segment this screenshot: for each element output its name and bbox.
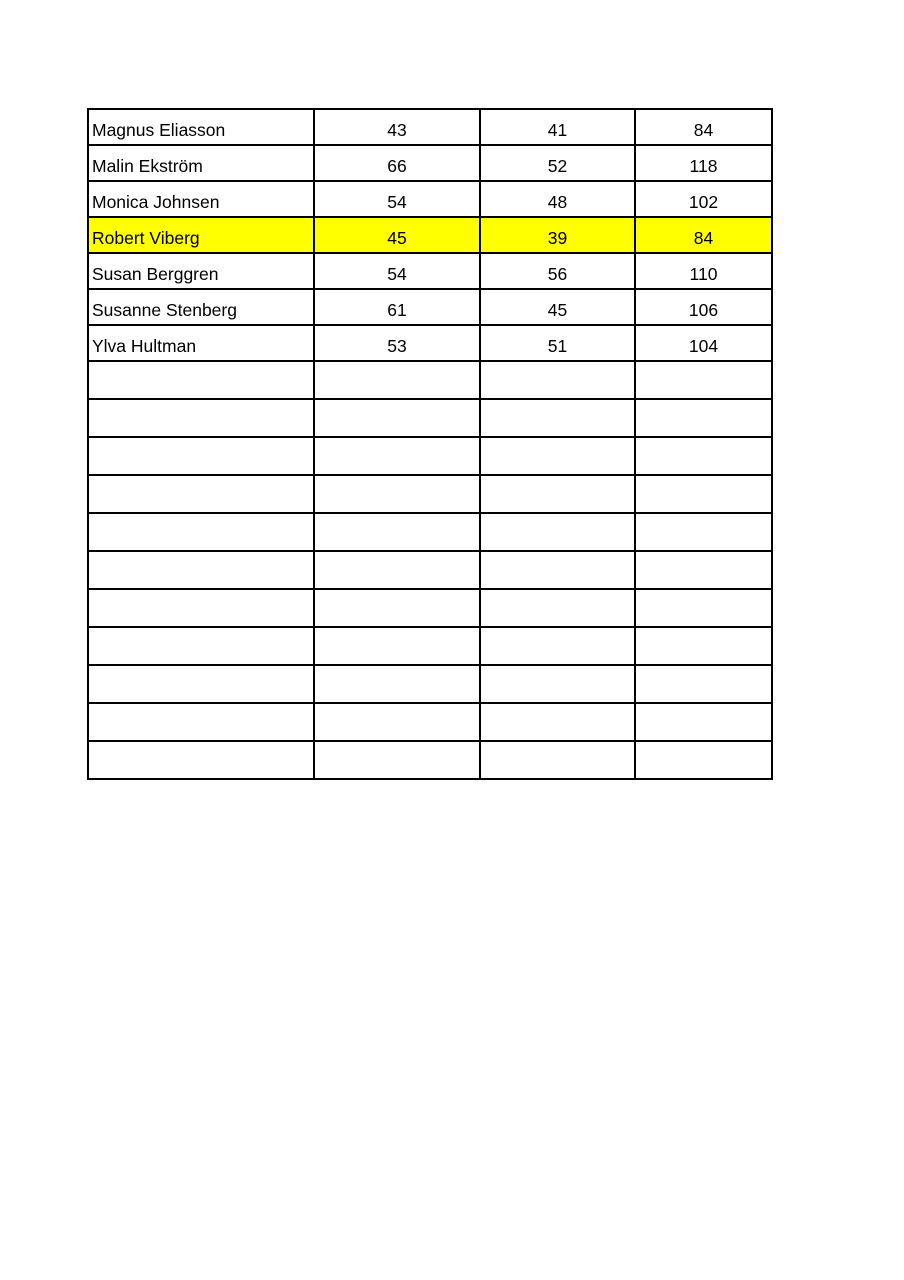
empty-cell: [480, 361, 635, 399]
empty-cell: [480, 399, 635, 437]
table-row-highlighted: [88, 217, 772, 253]
empty-cell: [480, 551, 635, 589]
empty-cell: [88, 665, 314, 703]
score-table-body: [88, 109, 772, 779]
empty-table-row: [88, 513, 772, 551]
empty-table-row: [88, 361, 772, 399]
score-2-cell: 56: [480, 253, 635, 289]
player-name-cell: Monica Johnsen: [88, 181, 314, 217]
table-row: [88, 253, 772, 289]
empty-cell: [480, 627, 635, 665]
table-row: [88, 181, 772, 217]
empty-cell: [314, 589, 480, 627]
score-1-cell: 45: [314, 217, 480, 253]
player-name-cell: Ylva Hultman: [88, 325, 314, 361]
empty-cell: [635, 437, 772, 475]
score-1-cell: 53: [314, 325, 480, 361]
empty-cell: [635, 513, 772, 551]
empty-cell: [88, 399, 314, 437]
score-2-cell: 48: [480, 181, 635, 217]
empty-cell: [635, 627, 772, 665]
score-2-cell: 45: [480, 289, 635, 325]
empty-table-row: [88, 399, 772, 437]
empty-cell: [480, 513, 635, 551]
empty-cell: [635, 475, 772, 513]
empty-cell: [635, 741, 772, 779]
empty-cell: [88, 361, 314, 399]
empty-cell: [314, 741, 480, 779]
empty-cell: [88, 475, 314, 513]
empty-cell: [314, 551, 480, 589]
total-cell: 84: [635, 109, 772, 145]
score-2-cell: 39: [480, 217, 635, 253]
empty-cell: [480, 741, 635, 779]
score-2-cell: 41: [480, 109, 635, 145]
empty-cell: [314, 703, 480, 741]
empty-cell: [314, 665, 480, 703]
empty-cell: [314, 627, 480, 665]
table-row: [88, 145, 772, 181]
total-cell: 102: [635, 181, 772, 217]
table-row: [88, 109, 772, 145]
score-1-cell: 66: [314, 145, 480, 181]
empty-cell: [635, 399, 772, 437]
player-name-cell: Magnus Eliasson: [88, 109, 314, 145]
empty-table-row: [88, 437, 772, 475]
table-row: [88, 289, 772, 325]
empty-cell: [88, 627, 314, 665]
empty-cell: [635, 665, 772, 703]
empty-cell: [480, 589, 635, 627]
table-row: [88, 325, 772, 361]
empty-cell: [480, 665, 635, 703]
total-cell: 84: [635, 217, 772, 253]
total-cell: 104: [635, 325, 772, 361]
empty-cell: [314, 475, 480, 513]
score-1-cell: 54: [314, 181, 480, 217]
empty-cell: [635, 589, 772, 627]
empty-cell: [635, 361, 772, 399]
empty-cell: [88, 741, 314, 779]
empty-cell: [314, 437, 480, 475]
empty-cell: [635, 551, 772, 589]
empty-table-row: [88, 475, 772, 513]
score-1-cell: 54: [314, 253, 480, 289]
empty-cell: [635, 703, 772, 741]
empty-cell: [480, 475, 635, 513]
empty-table-row: [88, 665, 772, 703]
empty-cell: [88, 437, 314, 475]
player-name-cell: Robert Viberg: [88, 217, 314, 253]
player-name-cell: Susanne Stenberg: [88, 289, 314, 325]
empty-cell: [88, 703, 314, 741]
player-name-cell: Malin Ekström: [88, 145, 314, 181]
total-cell: 110: [635, 253, 772, 289]
empty-cell: [314, 361, 480, 399]
empty-table-row: [88, 703, 772, 741]
empty-cell: [88, 513, 314, 551]
score-1-cell: 43: [314, 109, 480, 145]
empty-cell: [314, 513, 480, 551]
empty-table-row: [88, 551, 772, 589]
empty-cell: [314, 399, 480, 437]
empty-cell: [480, 703, 635, 741]
empty-table-row: [88, 741, 772, 779]
total-cell: 118: [635, 145, 772, 181]
score-table: [87, 108, 773, 780]
player-name-cell: Susan Berggren: [88, 253, 314, 289]
empty-cell: [88, 589, 314, 627]
empty-table-row: [88, 627, 772, 665]
score-2-cell: 51: [480, 325, 635, 361]
total-cell: 106: [635, 289, 772, 325]
empty-cell: [88, 551, 314, 589]
score-1-cell: 61: [314, 289, 480, 325]
score-2-cell: 52: [480, 145, 635, 181]
empty-cell: [480, 437, 635, 475]
empty-table-row: [88, 589, 772, 627]
